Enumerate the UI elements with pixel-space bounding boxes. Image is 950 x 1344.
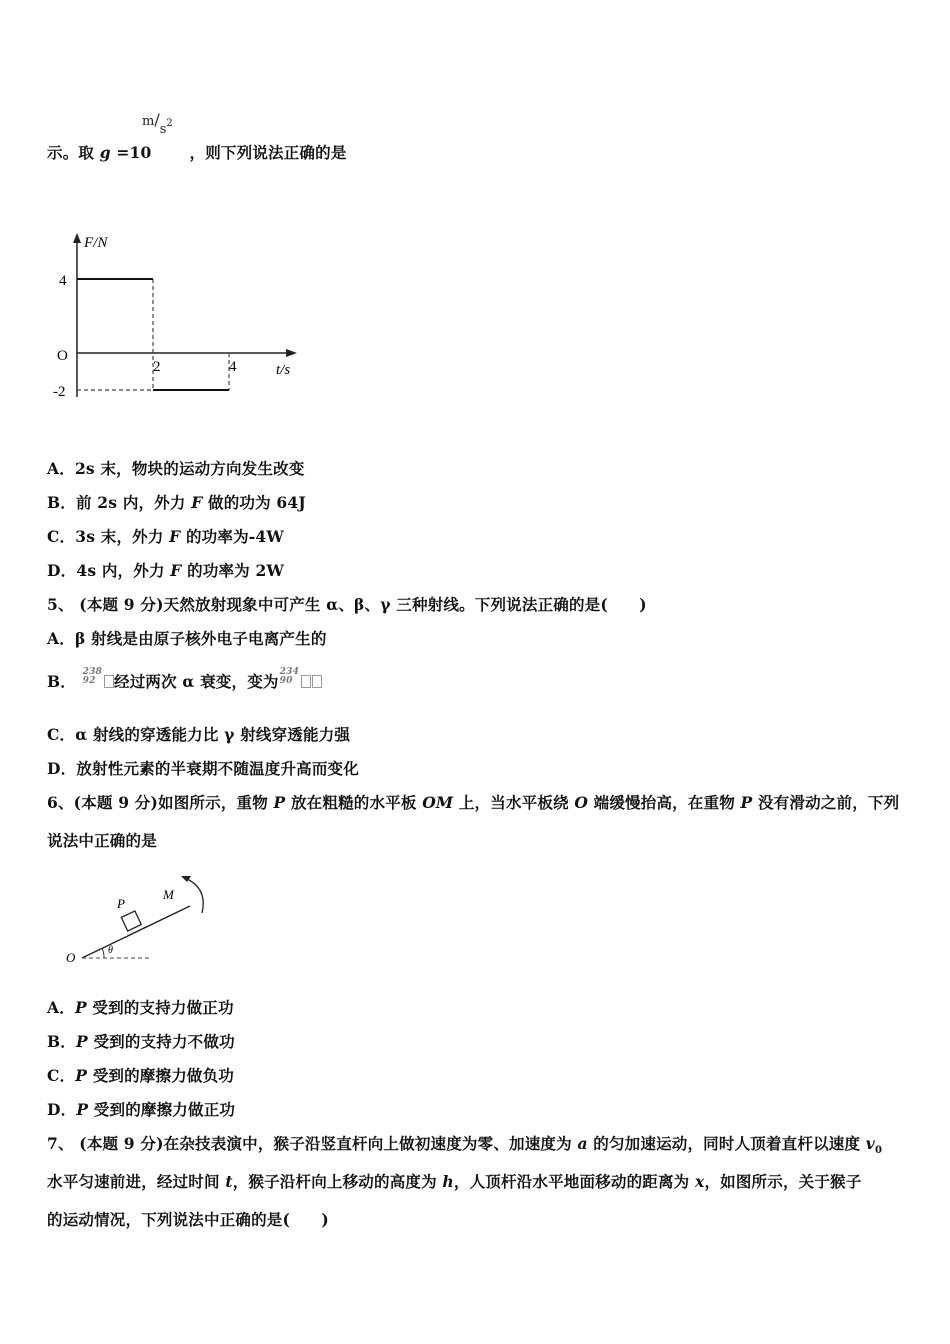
x-axis-label: t/s: [276, 362, 291, 378]
missing-glyph-box: [312, 675, 322, 688]
y-axis-label: F/N: [84, 235, 108, 251]
q5-option-c: C．α 射线的穿透能力比 γ 射线穿透能力强: [47, 725, 351, 744]
origin-label: O: [57, 348, 68, 364]
q4-option-c: C．3s 末，外力 F 的功率为-4W: [47, 527, 284, 546]
unit-fraction: $m/s^2$: [142, 110, 173, 137]
q6-option-b: B．P 受到的支持力不做功: [47, 1032, 235, 1051]
label-m: M: [163, 887, 174, 902]
q4-option-a: A．2s 末，物块的运动方向发生改变: [47, 459, 305, 478]
g-variable: g: [99, 143, 111, 162]
q5-option-d: D．放射性元素的半衰期不随温度升高而变化: [47, 759, 359, 778]
q6-option-a: A．P 受到的支持力做正功: [47, 998, 234, 1017]
rotation-arrowhead: [181, 876, 191, 882]
q4-option-b: B．前 2s 内，外力 F 做的功为 64J: [47, 493, 306, 512]
force-time-graph: [40, 225, 310, 410]
y-tick-4: 4: [59, 273, 67, 289]
q5-stem: 5、 (本题 9 分)天然放射现象中可产生 α、β、γ 三种射线。下列说法正确的是( ): [47, 595, 647, 614]
q5-option-b: B． 238 92 经过两次 α 衰变，变为234 90: [47, 668, 322, 692]
block-p: [121, 911, 141, 931]
x-tick-4: 4: [229, 359, 237, 375]
isotope-u238: 238 92: [82, 667, 103, 686]
q6-option-c: C．P 受到的摩擦力做负功: [47, 1066, 235, 1085]
q7-stem-line2: 水平匀速前进，经过时间 t，猴子沿杆向上移动的高度为 h，人顶杆沿水平地面移动的距离为 x，如图所示，关于猴子: [47, 1172, 862, 1191]
q6-option-d: D．P 受到的摩擦力做正功: [47, 1100, 236, 1119]
x-axis-arrow: [286, 349, 297, 357]
unit-m: m: [142, 114, 155, 129]
y-axis-arrow: [73, 233, 81, 243]
label-p: P: [117, 896, 125, 911]
incline-plate-figure: [60, 868, 220, 968]
top-fragment-line: 示。取 g =10 ，则下列说法正确的是: [47, 143, 347, 162]
isotope-th234: 234 90: [279, 667, 300, 686]
theta-arc: [102, 948, 104, 958]
missing-glyph-box: [301, 675, 311, 688]
label-theta: θ: [108, 945, 113, 956]
q7-stem-line3: 的运动情况，下列说法中正确的是( ): [47, 1210, 329, 1229]
x-tick-2: 2: [153, 359, 161, 375]
q6-stem-line2: 说法中正确的是: [47, 831, 157, 850]
unit-exp: 2: [166, 117, 173, 129]
unit-s: s: [159, 122, 167, 137]
q5-option-a: A．β 射线是由原子核外电子电离产生的: [47, 629, 327, 648]
q4-option-d: D．4s 内，外力 F 的功率为 2W: [47, 561, 285, 580]
q6-stem-line1: 6、(本题 9 分)如图所示，重物 P 放在粗糙的水平板 OM 上，当水平板绕 O 端缓慢抬高，在重物 P 没有滑动之前，下列: [47, 793, 900, 812]
missing-glyph-box: [104, 675, 114, 688]
q7-stem-line1: 7、 (本题 9 分)在杂技表演中，猴子沿竖直杆向上做初速度为零、加速度为 a 的匀加速运动，同时人顶着直杆以速度 $v_0$: [47, 1134, 883, 1157]
label-o: O: [66, 950, 76, 965]
y-tick-neg2: -2: [53, 384, 66, 400]
